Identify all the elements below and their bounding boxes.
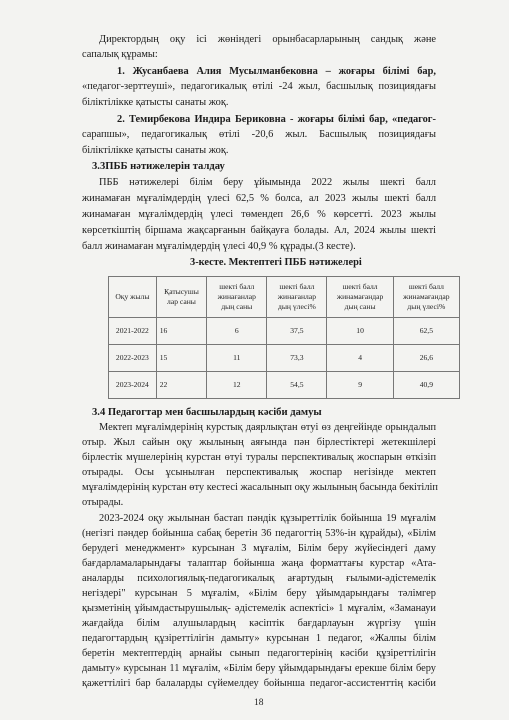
text-line: «педагог-зерттеуші», педагогикалық өтілі -24 жыл, басшылық позициядағы	[82, 81, 436, 92]
table-header-row	[109, 277, 460, 318]
table-cell: 62,5	[393, 318, 459, 345]
text-line: жинамаған мұғалімдердің үлесі төмендеп 26,6 % көрсетті. 2023 жылы	[82, 209, 436, 220]
table-cell: 4	[327, 345, 393, 372]
text-line: жағдайда білім алушылардың кәсіптік бағдарлауын жүргізу үшін	[82, 618, 436, 629]
text-line: (негізгі пәндер бойынша сабақ беретін 36 педагогтің 53%-ін құрайды), «Білім	[82, 528, 436, 539]
text-line: негіздері" курсынан 5 мұғалім, «Білім беру ұйымдарындағы тәлімгер	[82, 588, 436, 599]
text-line: Директордың оқу ісі жөніндегі орынбасарларының сандық және	[99, 34, 436, 45]
table-cell: 6	[207, 318, 267, 345]
table-cell: 15	[156, 345, 206, 372]
text-line: отыр. Жыл сайын оқу жылының аяғында пән бірлестіктері жетекшілері	[82, 437, 436, 448]
text-line: берудегі менеджмент» курсынан 3 мұғалім, Білім беру жүйесіндегі даму	[82, 543, 436, 554]
table-cell: 2022-2023	[109, 345, 157, 372]
text-line: аналарды психологиялық-педагогикалық ағартудың ғылыми-әдістемелік	[82, 573, 436, 584]
text-line: мұғалімдерінің курстан өту кестесі жасалынып оқу жылының басында бекітіліп	[82, 482, 438, 493]
table-cell: 2021-2022	[109, 318, 157, 345]
table-header-cell: Қатысушы лар саны	[156, 277, 206, 318]
table-header-cell: шекті балл жинағанлар дың саны	[207, 277, 267, 318]
text-line: отырады. Осы ұсынылған перспективалық жоспар негізінде мектеп	[82, 467, 436, 478]
text-line: беретін мектептердің арнайы сынып педагогтерінің кәсіби құзіреттілігін	[82, 648, 436, 659]
text-line: қажеттілігі бар балаларды сүйемелдеу бойынша педагог-ассистенттің кәсіби	[82, 678, 436, 689]
table-cell: 2023-2024	[109, 372, 157, 399]
table-header-cell: Оқу жылы	[109, 277, 157, 318]
table-header-cell: шекті балл жинағанлар дың үлесі%	[267, 277, 327, 318]
text-line: 2. Темирбекова Индира Бериковна - жоғары білімі бар, «педагог-	[117, 114, 436, 125]
text-line: балл жинамаған мұғалімдердің үлесі 40,9 % құрады.(3 кесте).	[82, 241, 356, 252]
text-line: дамыту» курсынан 11 мұғалім, «Білім беру ұйымдарындағы ерекше білім беру	[82, 663, 436, 674]
pbb-results-table	[108, 276, 460, 399]
text-line: 1. Жусанбаева Алия Мусылманбековна – жоғары білімі бар,	[117, 66, 436, 77]
table-cell: 12	[207, 372, 267, 399]
table-header-cell: шекті балл жинамағандар дың үлесі%	[393, 277, 459, 318]
text-line: біліктілікке қатысты санаты жоқ.	[82, 145, 229, 156]
text-line: ПББ нәтижелері білім беру ұйымында 2022 жылы шекті балл	[99, 177, 436, 188]
table-row	[109, 345, 460, 372]
text-line: жинамаған мұғалімдердің үлесі 62,5 % болса, ал 2023 жылы шекті балл	[82, 193, 436, 204]
text-line: сапалық құрамы:	[82, 49, 158, 60]
section-heading: 3.4 Педагогтар мен басшылардың кәсіби дамуы	[92, 407, 322, 418]
page-number: 18	[254, 698, 264, 708]
table-caption: 3-кесте. Мектептегі ПББ нәтижелері	[190, 257, 362, 268]
table-cell: 9	[327, 372, 393, 399]
text-line: қызметінің ұйымдастырушылық- әдістемелік аспектісі» 1 мұғалім, «Заманауи	[82, 603, 436, 614]
text-line: бірлестік мүшелерінің курстан өтуі туралы перспективалық жоспарын өткізіп	[82, 452, 436, 463]
table-cell: 22	[156, 372, 206, 399]
text-line: отырады.	[82, 497, 124, 508]
text-line: 2023-2024 оқу жылынан бастап пәндік құзыреттілік бойынша 19 мұғалім	[99, 513, 436, 524]
table-header-cell: шекті балл жинамағандар дың саны	[327, 277, 393, 318]
text-line: сарапшы», педагогикалық өтілі -20,6 жыл. Басшылық позициядағы	[82, 129, 436, 140]
table-cell: 54,5	[267, 372, 327, 399]
table-cell: 73,3	[267, 345, 327, 372]
table-row	[109, 372, 460, 399]
table-cell: 16	[156, 318, 206, 345]
text-line: Мектеп мұғалімдерінің курстық даярлықтан өтуі өз деңгейінде орындалып	[99, 422, 436, 433]
text-line: көрсеткіштің біршама жақсарғанын байқауға болады. Ал, 2024 жылы шекті	[82, 225, 436, 236]
table-cell: 37,5	[267, 318, 327, 345]
table-row	[109, 318, 460, 345]
text-line: біліктілікке қатысты санаты жоқ.	[82, 97, 229, 108]
table-cell: 40,9	[393, 372, 459, 399]
text-line: педагогтардың құзіреттілігін дамыту» курсынан 1 педагог, «Жалпы білім	[82, 633, 436, 644]
table-cell: 26,6	[393, 345, 459, 372]
table-cell: 10	[327, 318, 393, 345]
section-heading: 3.3ПББ нәтижелерін талдау	[92, 161, 225, 172]
table-cell: 11	[207, 345, 267, 372]
text-line: бағдарламаларындағы талаптар бойынша жаңа форматтағы курстар «Ата-	[82, 558, 436, 569]
